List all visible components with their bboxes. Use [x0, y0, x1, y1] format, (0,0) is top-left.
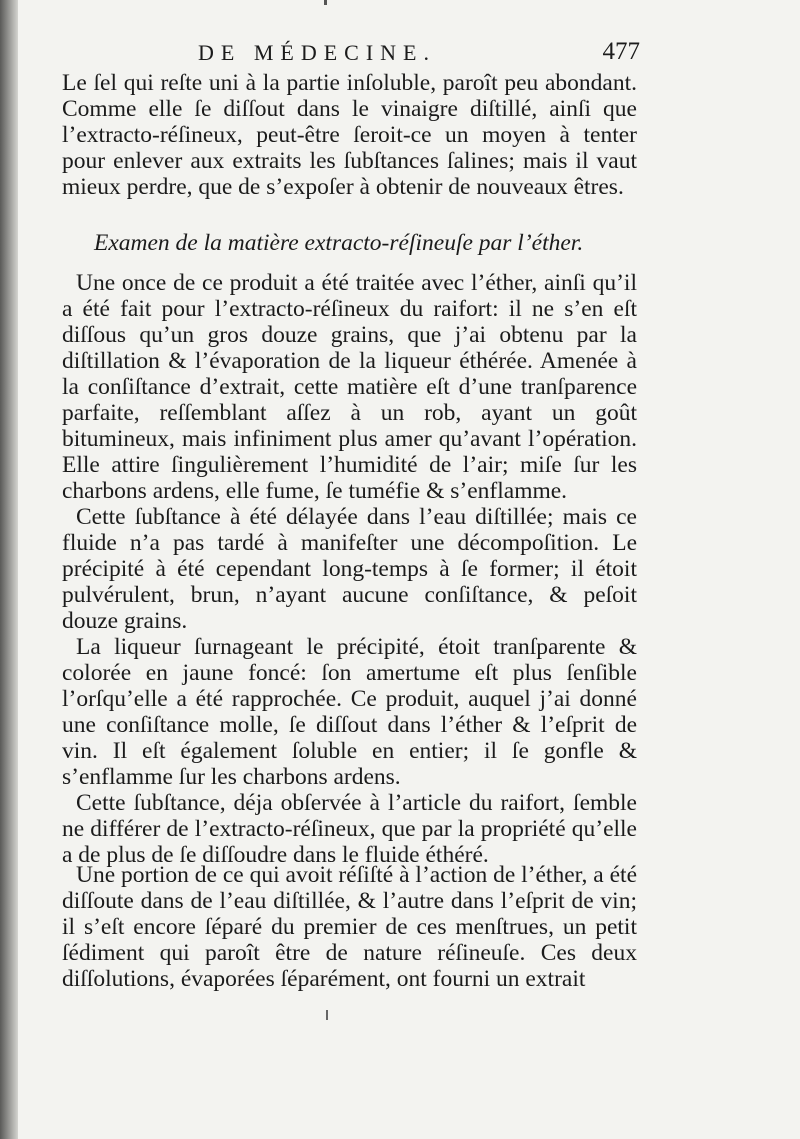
page-number: 477	[602, 38, 640, 65]
paragraph-3	[62, 504, 637, 634]
paragraph-6	[62, 862, 637, 992]
paragraph-2	[62, 270, 637, 504]
paragraph-text: Une once de ce produit a été traitée avec l’éther, ainſi qu’il a été fait pour l’extracto-réſineux du raifort: il ne s’en eſt diſſous qu’un gros douze grains, que j’ai obtenu par la diſtillation & l’évaporation de la liqueur éthérée. Amenée à la conſiſtance d’extrait, cette matière eſt d’une tranſparence parfaite, reſſemblant aſſez à un rob, ayant un goût bitumineux, mais infiniment plus amer qu’avant l’opération. Elle attire ſingulièrement l’humidité de l’air; miſe ſur les charbons ardens, elle fume, ſe tuméfie & s’enflamme.	[62, 270, 637, 504]
paragraph-4	[62, 634, 637, 790]
page-gutter-shadow	[0, 0, 18, 1139]
paragraph-text: La liqueur ſurnageant le précipité, étoit tranſparente & colorée en jaune foncé: ſon amertume eſt plus ſenſible l’orſqu’elle a été rapprochée. Ce produit, auquel j’ai donné une conſiſtance molle, ſe diſſout dans l’éther & l’eſprit de vin. Il eſt également ſoluble en entier; il ſe gonfle & s’enflamme ſur les charbons ardens.	[62, 634, 637, 790]
paragraph-text: Une portion de ce qui avoit réſiſté à l’action de l’éther, a été diſſoute dans de l’eau diſtillée, & l’autre dans l’eſprit de vin; il s’eſt encore ſéparé du premier de ces menſtrues, un petit ſédiment qui paroît être de nature réſineuſe. Ces deux diſſolutions, évaporées ſéparément, ont fourni un extrait	[62, 862, 637, 992]
print-mark	[326, 1010, 328, 1020]
paragraph-1	[62, 70, 637, 200]
section-heading: Examen de la matière extracto-réſineuſe par l’éther.	[94, 230, 584, 256]
print-mark	[324, 0, 327, 5]
paragraph-5	[62, 790, 637, 868]
paragraph-text: Le ſel qui reſte uni à la partie inſoluble, paroît peu abondant. Comme elle ſe diſſout dans le vinaigre diſtillé, ainſi que l’extracto-réſineux, peut-être ſeroit-ce un moyen à tenter pour enlever aux extraits les ſubſtances ſalines; mais il vaut mieux perdre, que de s’expoſer à obtenir de nouveaux êtres.	[62, 70, 637, 200]
running-head: DE MÉDECINE.	[198, 40, 436, 65]
paragraph-text: Cette ſubſtance, déja obſervée à l’article du raifort, ſemble ne différer de l’extracto-réſineux, que par la propriété qu’elle a de plus de ſe diſſoudre dans le fluide éthéré.	[62, 790, 637, 868]
paragraph-text: Cette ſubſtance à été délayée dans l’eau diſtillée; mais ce fluide n’a pas tardé à manifeſter une décompoſition. Le précipité à été cependant long-temps à ſe former; il étoit pulvérulent, brun, n’ayant aucune conſiſtance, & peſoit douze grains.	[62, 504, 637, 634]
page-header	[198, 36, 640, 66]
